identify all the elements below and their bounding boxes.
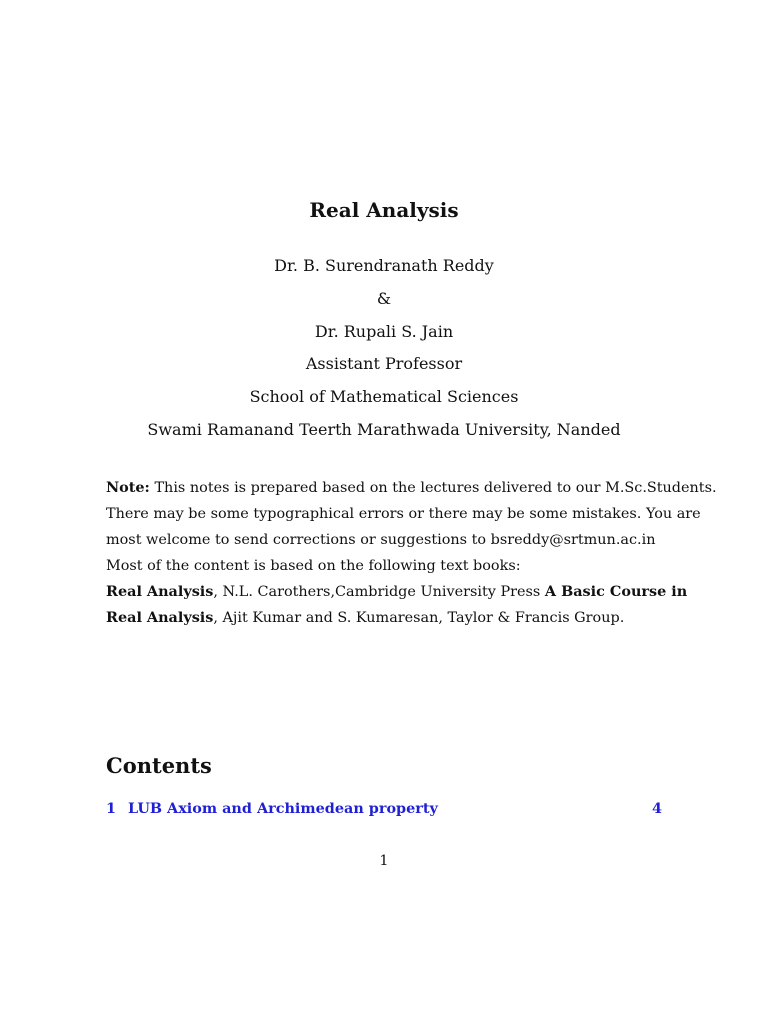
author-university: Swami Ramanand Teerth Marathwada University, Nanded: [147, 420, 621, 439]
author-school: School of Mathematical Sciences: [249, 387, 519, 406]
author-separator: &: [376, 289, 392, 308]
note-line-2: There may be some typographical errors or there may be some mistakes. You are: [106, 506, 701, 522]
book-2-title-part-1: A Basic Course in: [544, 583, 688, 600]
note-line-3: most welcome to send corrections or suggestions to bsreddy@srtmun.ac.in: [106, 532, 656, 548]
author-2: Dr. Rupali S. Jain: [314, 322, 454, 341]
page-number: 1: [379, 853, 389, 869]
book-1-title: Real Analysis: [106, 583, 214, 600]
contents-heading: Contents: [106, 753, 212, 778]
book-1-details: , N.L. Carothers,Cambridge University Press: [213, 584, 545, 600]
toc-entry-page[interactable]: 4: [651, 800, 662, 817]
note-line-1: [106, 475, 717, 501]
book-2-title-part-2: Real Analysis: [106, 609, 214, 626]
note-label: Note:: [106, 479, 150, 496]
note-line-5: [106, 579, 688, 605]
toc-entry-number: 1: [106, 800, 117, 817]
book-2-details: , Ajit Kumar and S. Kumaresan, Taylor & Francis Group.: [213, 610, 625, 626]
note-text-1: This notes is prepared based on the lectures delivered to our M.Sc.Students.: [154, 480, 717, 496]
author-1: Dr. B. Surendranath Reddy: [274, 256, 494, 275]
toc-entry-1[interactable]: [106, 799, 662, 819]
document-title: Real Analysis: [309, 198, 459, 222]
note-line-4: Most of the content is based on the following text books:: [106, 558, 521, 574]
note-block: [106, 475, 717, 631]
author-position: Assistant Professor: [305, 354, 463, 373]
toc-entry-title[interactable]: LUB Axiom and Archimedean property: [128, 800, 438, 817]
note-line-6: [106, 605, 662, 631]
